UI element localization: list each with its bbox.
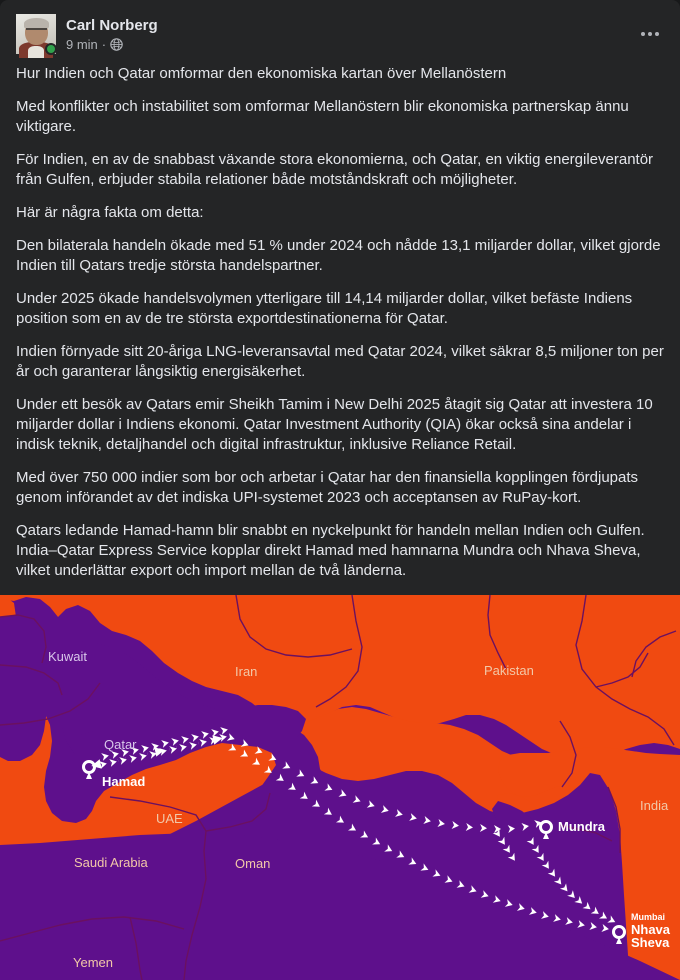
post-paragraph-4: Här är några fakta om detta: [16, 204, 204, 221]
map-label-saudi-arabia: Saudi Arabia [74, 855, 148, 870]
port-label-mundra: Mundra [558, 819, 605, 834]
map-label-pakistan: Pakistan [484, 663, 534, 678]
post-paragraph-10: Qatars ledande Hamad-hamn blir snabbt en nyckelpunkt för handeln mellan Indien och Gulfen. India–Qatar Express Service kopplar direkt Hamad med hamnarna Mundra och Nhava Sheva, vilket underlättar export och import mellan de två länderna. [16, 522, 645, 579]
author-block [66, 16, 158, 53]
map-label-oman: Oman [235, 856, 271, 871]
online-status-dot [45, 43, 57, 55]
map-label-uae: UAE [156, 811, 183, 826]
port-label-mumbai: Mumbai [631, 912, 666, 922]
avatar[interactable] [16, 14, 56, 54]
post-meta [66, 36, 158, 53]
map-label-qatar: Qatar [104, 737, 137, 752]
more-options-button[interactable] [632, 16, 668, 52]
post-paragraph-3: För Indien, en av de snabbast växande stora ekonomierna, och Qatar, en viktig energileverantör från Gulfen, erbjuder stabila relationer både motståndskraft och möjligheter. [16, 151, 654, 188]
map-label-india: India [640, 798, 669, 813]
post-timestamp[interactable]: 9 min [66, 36, 98, 52]
post-paragraph-5: Den bilaterala handeln ökade med 51 % under 2024 och nådde 13,1 miljarder dollar, vilket gjorde Indien till Qatars tredje största handelspartner. [16, 237, 661, 274]
meta-separator: · [101, 36, 107, 52]
post-paragraph-6: Under 2025 ökade handelsvolymen ytterligare till 14,14 miljarder dollar, vilket befäste Indiens position som en av de tre största exportdestinationerna för Qatar. [16, 290, 633, 327]
post-paragraph-9: Med över 750 000 indier som bor och arbetar i Qatar har den finansiella kopplingen fördjupats genom införandet av det indiska UPI-systemet 2023 och acceptansen av RuPay-kort. [16, 469, 639, 506]
post-body [0, 62, 680, 595]
port-label-hamad: Hamad [102, 774, 146, 789]
author-name[interactable]: Carl Norberg [66, 16, 158, 34]
post-paragraph-8: Under ett besök av Qatars emir Sheikh Tamim i New Delhi 2025 åtagit sig Qatar att investera 10 miljarder dollar i Indiens ekonomi. Qatar Investment Authority (QIA) ökar också sina andelar i indisk teknik, detaljhandel och digital infrastruktur, inklusive Reliance Retail. [16, 396, 653, 453]
post-paragraph-7: Indien förnyade sitt 20-åriga LNG-leveransavtal med Qatar 2024, vilket säkrar 8,5 miljoner ton per år och garanterar långsiktig energisäkerhet. [16, 343, 664, 380]
port-label-sheva: Sheva [631, 935, 670, 950]
map-label-yemen: Yemen [73, 955, 113, 970]
post-map-image[interactable] [0, 595, 680, 980]
map-label-kuwait: Kuwait [48, 649, 88, 664]
post-paragraph-1: Hur Indien och Qatar omformar den ekonomiska kartan över Mellanöstern [16, 65, 507, 82]
port-label-nhava: Nhava [631, 922, 671, 937]
map-label-iran: Iran [235, 664, 258, 679]
more-options-icon [641, 32, 645, 36]
post-header [0, 0, 680, 62]
globe-icon[interactable] [110, 38, 123, 51]
post-paragraph-2: Med konflikter och instabilitet som omformar Mellanöstern blir ekonomiska partnerskap ännu viktigare. [16, 98, 629, 135]
